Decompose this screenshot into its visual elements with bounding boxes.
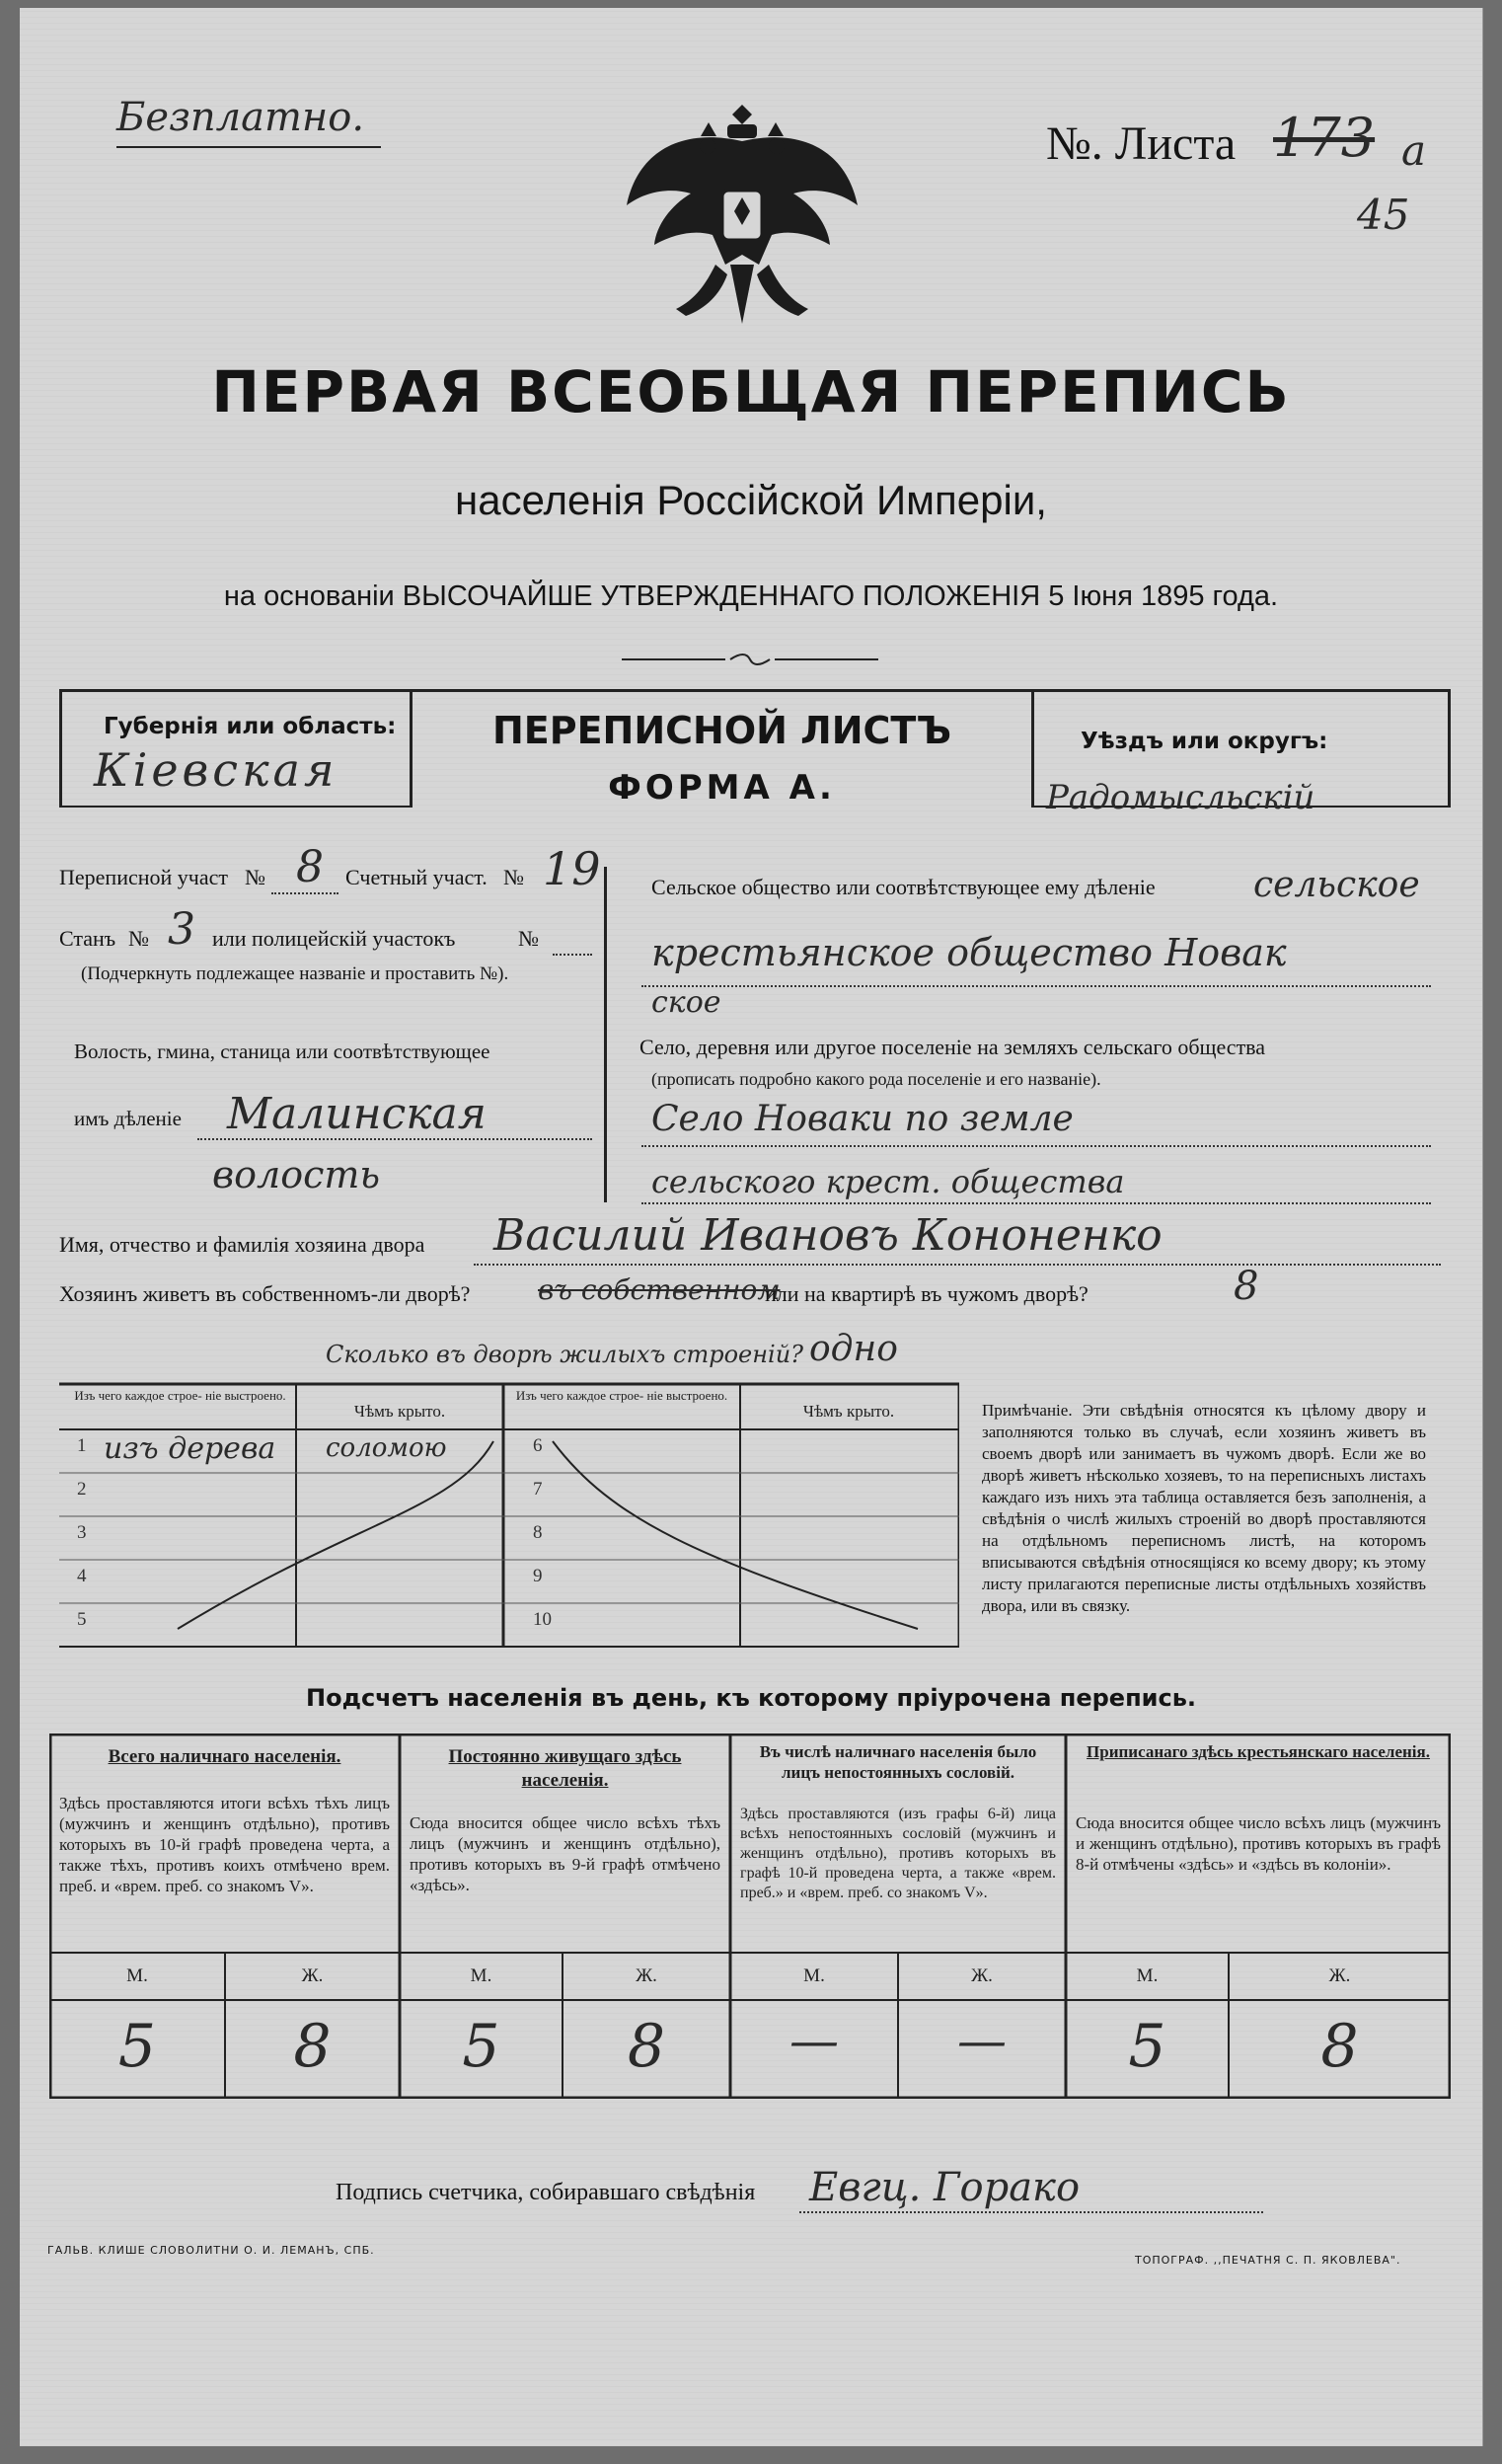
volost-line [197,1138,592,1140]
summary-col1-text: Здѣсь проставляются итоги всѣхъ тѣхъ лицъ (мужчинъ и женщинъ отдѣльно), противъ которыхъ въ 10-й графѣ проведена черта, а также тѣхъ, противъ коихъ отмѣчено врем. преб. и «врем. преб. со знакомъ V». [59,1794,390,1895]
summary-title: Подсчетъ населенія въ день, къ которому пріурочена перепись. [306,1684,1196,1712]
buildings-row-number: 8 [533,1522,543,1543]
buildings-row-number: 1 [77,1435,87,1456]
summary-male-label: М. [1136,1965,1159,1986]
summary-female-label: Ж. [636,1965,657,1986]
form-header-bottom-rule-left [59,806,410,808]
village-note: (прописать подробно какого рода поселеніе и его названіе). [651,1069,1101,1089]
police-station-label: или полицейскій участокъ [212,926,456,951]
owner-name-value: Василий Ивановъ Кононенко [493,1210,1163,1261]
summary-value: 5 [1128,2012,1166,2081]
buildings-row-number: 10 [533,1609,552,1630]
police-no-sign: № [518,926,539,951]
summary-male-label: М. [126,1965,148,1986]
census-sheet [20,8,1483,2446]
society-value-3: ское [651,985,721,1020]
buildings-row-number: 3 [77,1522,87,1543]
census-unit-value: 8 [296,842,324,892]
police-line [553,954,592,956]
count-unit-label: Счетный участ. [345,865,488,889]
signature-label: Подпись счетчика, собиравшаго свѣдѣнія [336,2180,756,2205]
buildings-value: одно [809,1329,898,1369]
summary-female-label: Ж. [301,1965,324,1986]
summary-col2-header: Постоянно живущаго здѣсь населенія. [448,1746,682,1791]
form-title: ПЕРЕПИСНОЙ ЛИСТЪ [491,709,952,752]
stan-label: Станъ [59,926,116,951]
buildings-col2-header: Чѣмъ крыто. [353,1402,446,1421]
main-title: ПЕРВАЯ ВСЕОБЩАЯ ПЕРЕПИСЬ [211,358,1291,425]
volost-label-1: Волость, гмина, станица или соотвѣтствующее [74,1040,490,1063]
summary-col1-header: Всего наличнаго населенія. [108,1746,341,1767]
ornament-divider [622,650,878,669]
buildings-col3-header: Изъ чего каждое строе- ніе выстроено. [515,1388,728,1403]
summary-col4-header: Приписанаго здѣсь крестьянскаго населенія. [1087,1742,1430,1761]
underline-note: (Подчеркнуть подлежащее названіе и проставить №). [81,963,509,984]
summary-female-label: Ж. [971,1965,993,1986]
buildings-label: Сколько въ дворѣ жилыхъ строеній? [326,1341,804,1368]
summary-value: 8 [627,2012,666,2081]
buildings-row-number: 4 [77,1566,87,1586]
buildings-row-number: 2 [77,1479,87,1500]
free-underline [116,146,381,148]
buildings-row-number: 7 [533,1479,543,1500]
village-line-2 [641,1202,1431,1204]
buildings-note: Примѣчаніе. Эти свѣдѣнія относятся къ цѣлому двору и заполняются только въ случаѣ, если хозяинъ живетъ въ своемъ дворѣ или занимаетъ въ чужомъ дворѣ. Если же во дворѣ живетъ нѣсколько хозяевъ, то на переписныхъ листахъ каждаго изъ нихъ эта таблица оставляется безъ заполненія, а свѣдѣнія о числѣ жилыхъ строеній во дворѣ проставляются на отдѣльномъ переписномъ листѣ, на которомъ вписываются свѣдѣнія относящіяся ко всему двору; къ этому листу прилагаются переписные листы отдѣльныхъ хозяйствъ двора, или въ связку. [982,1401,1426,1615]
census-unit-label: Переписной участ [59,865,228,889]
society-value-2: крестьянское общество Новак [651,931,1287,974]
volost-value-2: волость [212,1153,381,1196]
building-1-roof: соломою [326,1433,447,1463]
buildings-col1-header: Изъ чего каждое строе- ніе выстроено. [74,1388,286,1403]
stan-no-sign: № [128,926,149,951]
owner-lives-value: въ собственном [538,1273,781,1306]
sheet-number-extra: 45 [1357,191,1410,239]
summary-value: — [957,2012,1007,2069]
summary-value: 5 [462,2012,500,2081]
count-unit-value: 19 [543,842,601,895]
free-label: Безплатно. [116,95,365,140]
summary-table [49,1733,1451,2099]
printer-left: ГАЛЬВ. КЛИШЕ СЛОВОЛИТНИ О. И. ЛЕМАНЪ, СПБ. [47,2244,375,2257]
sheet-number-suffix: а [1401,126,1427,175]
volost-value-1: Малинская [227,1089,487,1139]
summary-col3-text: Здѣсь проставляются (изъ графы 6-й) лица всѣхъ непостоянныхъ сословій (мужчинъ и женщинъ отдѣльно), противъ которыхъ въ графѣ 10-й проведена черта, а также «врем. преб.» и «врем. преб. со знакомъ V». [740,1806,1056,1901]
census-unit-no-sign: № [245,865,265,889]
form-header-top-rule [59,689,1451,692]
society-label: Сельское общество или соотвѣтствующее ему дѣленіе [651,875,1156,899]
double-headed-eagle-icon [617,97,868,334]
form-header-right-rule [1448,689,1451,808]
summary-col4-text: Сюда вносится общее число всѣхъ лицъ (мужчинъ и женщинъ отдѣльно), противъ которыхъ въ графѣ 8-й отмѣчены «здѣсь» и «здѣсь въ колоніи». [1076,1813,1441,1874]
summary-value: 8 [1320,2012,1359,2081]
owner-lives-label-1: Хозяинъ живетъ въ собственномъ-ли дворѣ? [59,1281,471,1306]
buildings-table [59,1382,959,1649]
village-value-1: Село Новаки по земле [651,1099,1074,1139]
district-label: Уѣздъ или округъ: [1081,729,1328,754]
village-label: Село, деревня или другое поселеніе на земляхъ сельскаго общества [639,1035,1266,1059]
summary-male-label: М. [803,1965,825,1986]
buildings-col4-header: Чѣмъ крыто. [802,1402,895,1421]
owner-name-line [474,1264,1441,1266]
form-header-divider-2 [1031,689,1034,808]
owner-name-label: Имя, отчество и фамилія хозяина двора [59,1232,425,1257]
buildings-row-number: 5 [77,1609,87,1630]
stan-value: 3 [168,904,195,955]
printer-right: ТОПОГРАФ. ,,ПЕЧАТНЯ С. П. ЯКОВЛЕВА". [1135,2254,1401,2267]
signature-line [799,2211,1263,2213]
building-1-material: изъ дерева [104,1431,276,1466]
sheet-number-label: №. Листа [1046,117,1237,170]
society-value-1: сельское [1253,865,1420,905]
village-line-1 [641,1145,1431,1147]
summary-male-label: М. [470,1965,492,1986]
summary-value: 8 [293,2012,332,2081]
sheet-number-value: 173 [1273,107,1376,169]
summary-female-label: Ж. [1328,1965,1351,1986]
buildings-row-number: 6 [533,1435,543,1456]
village-value-2: сельского крест. общества [651,1163,1125,1200]
province-label: Губернія или область: [104,714,397,739]
census-unit-line [271,892,338,894]
count-unit-no-sign: № [503,865,524,889]
society-line [641,985,1431,987]
summary-col2-text: Сюда вносится общее число всѣхъ тѣхъ лицъ (мужчинъ и женщинъ отдѣльно), противъ которыхъ въ 9-й графѣ отмѣчено «здѣсь». [410,1813,720,1894]
fields-divider [604,867,607,1202]
form-type: ФОРМА А. [608,768,836,808]
district-value: Радомысльскій [1046,778,1315,817]
form-header-left-rule [59,689,62,808]
volost-label-2: имъ дѣленіе [74,1107,182,1130]
legal-basis: на основаніи ВЫСОЧАЙШЕ УТВЕРЖДЕННАГО ПОЛОЖЕНІЯ 5 Іюня 1895 года. [223,580,1279,612]
province-value: Кіевская [94,743,338,797]
subtitle: населенія Россійской Имперіи, [455,477,1047,523]
buildings-row-number: 9 [533,1566,543,1586]
owner-lives-value-2: 8 [1234,1264,1259,1309]
summary-value: — [789,2012,839,2069]
owner-lives-label-2: или на квартирѣ въ чужомъ дворѣ? [765,1281,1089,1306]
summary-value: 5 [117,2012,157,2081]
summary-col3-header: Въ числѣ наличнаго населенія было лицъ непостоянныхъ сословій. [759,1742,1037,1782]
signature-value: Евгц. Горако [809,2165,1081,2210]
